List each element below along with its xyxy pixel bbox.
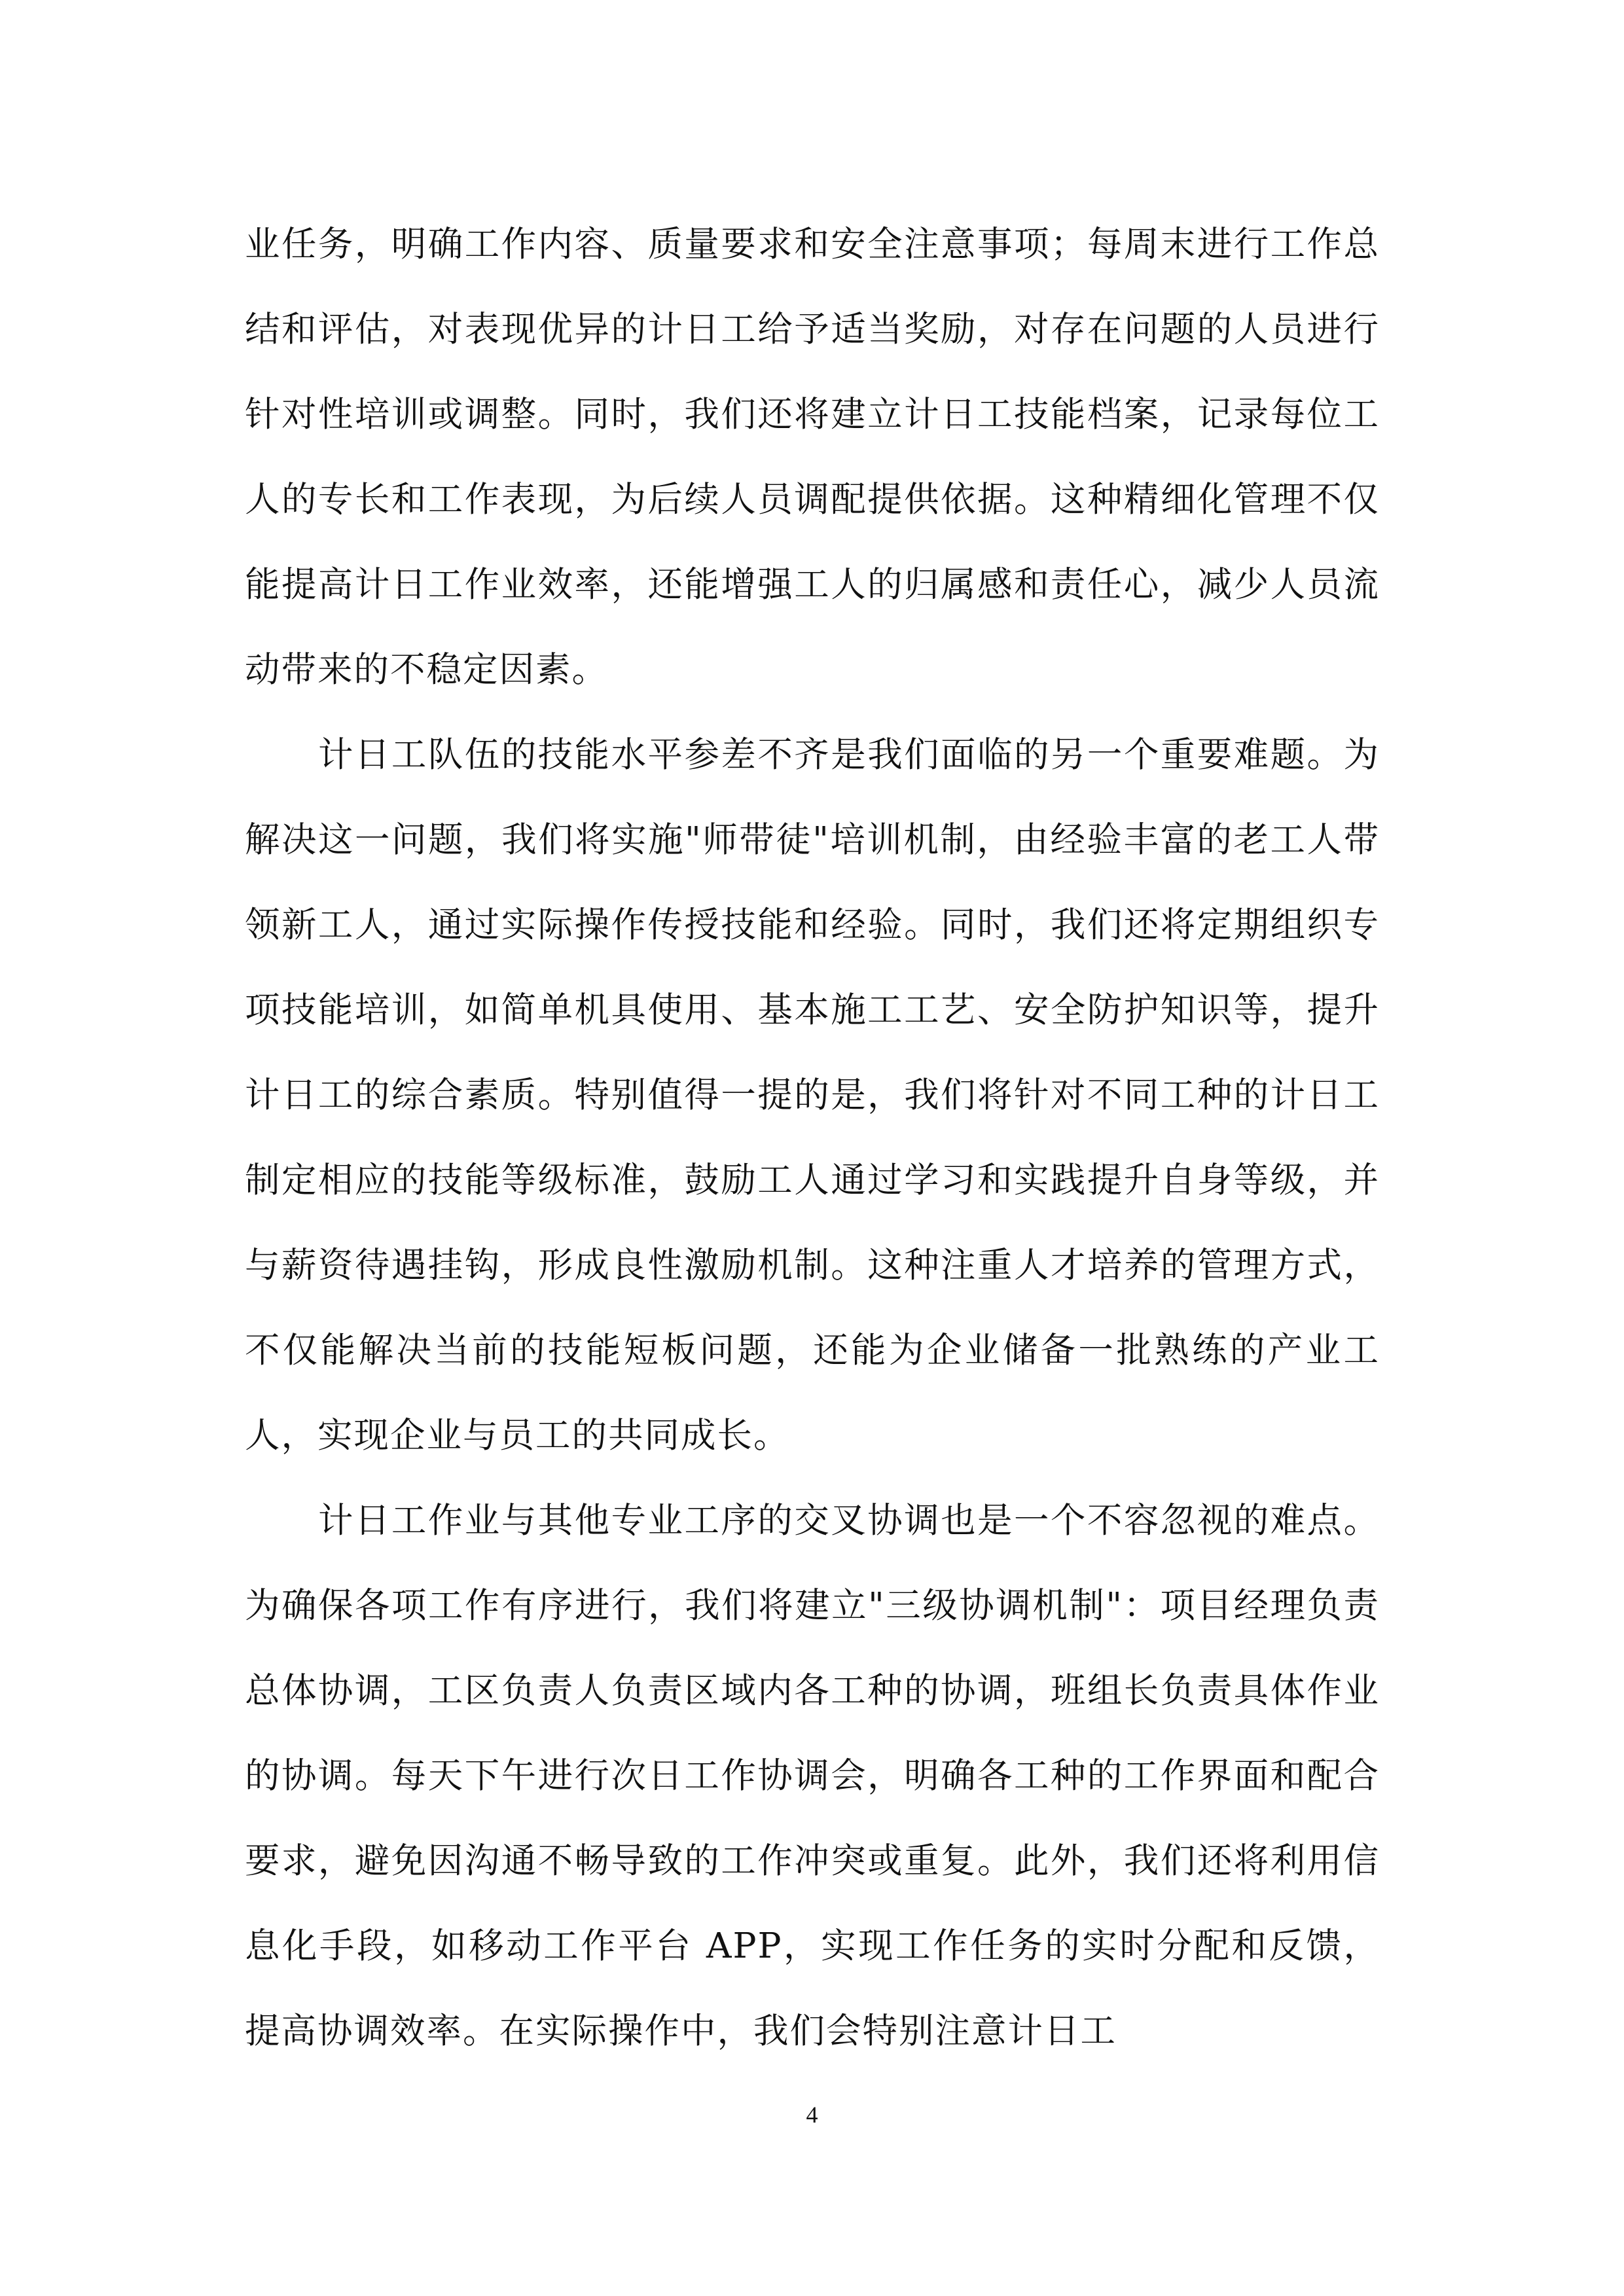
body-text xyxy=(245,202,1380,2073)
paragraph-2: 计日工队伍的技能水平参差不齐是我们面临的另一个重要难题。为解决这一问题，我们将实施"师带徒"培训机制，由经验丰富的老工人带领新工人，通过实际操作传授技能和经验。同时，我们还将定期组织专项技能培训，如简单机具使用、基本施工工艺、安全防护知识等，提升计日工的综合素质。特别值得一提的是，我们将针对不同工种的计日工制定相应的技能等级标准，鼓励工人通过学习和实践提升自身等级，并与薪资待遇挂钩，形成良性激励机制。这种注重人才培养的管理方式，不仅能解决当前的技能短板问题，还能为企业储备一批熟练的产业工人，实现企业与员工的共同成长。 xyxy=(245,734,1380,1456)
page-number: 4 xyxy=(806,2102,818,2128)
paragraph-1: 业任务，明确工作内容、质量要求和安全注意事项；每周末进行工作总结和评估，对表现优异的计日工给予适当奖励，对存在问题的人员进行针对性培训或调整。同时，我们还将建立计日工技能档案，记录每位工人的专长和工作表现，为后续人员调配提供依据。这种精细化管理不仅能提高计日工作业效率，还能增强工人的归属感和责任心，减少人员流动带来的不稳定因素。 xyxy=(245,223,1380,690)
paragraph-3: 计日工作业与其他专业工序的交叉协调也是一个不容忽视的难点。为确保各项工作有序进行，我们将建立"三级协调机制"：项目经理负责总体协调，工区负责人负责区域内各工种的协调，班组长负责具体作业的协调。每天下午进行次日工作协调会，明确各工种的工作界面和配合要求，避免因沟通不畅导致的工作冲突或重复。此外，我们还将利用信息化手段，如移动工作平台 APP，实现工作任务的实时分配和反馈，提高协调效率。在实际操作中，我们会特别注意计日工 xyxy=(245,1499,1380,2051)
